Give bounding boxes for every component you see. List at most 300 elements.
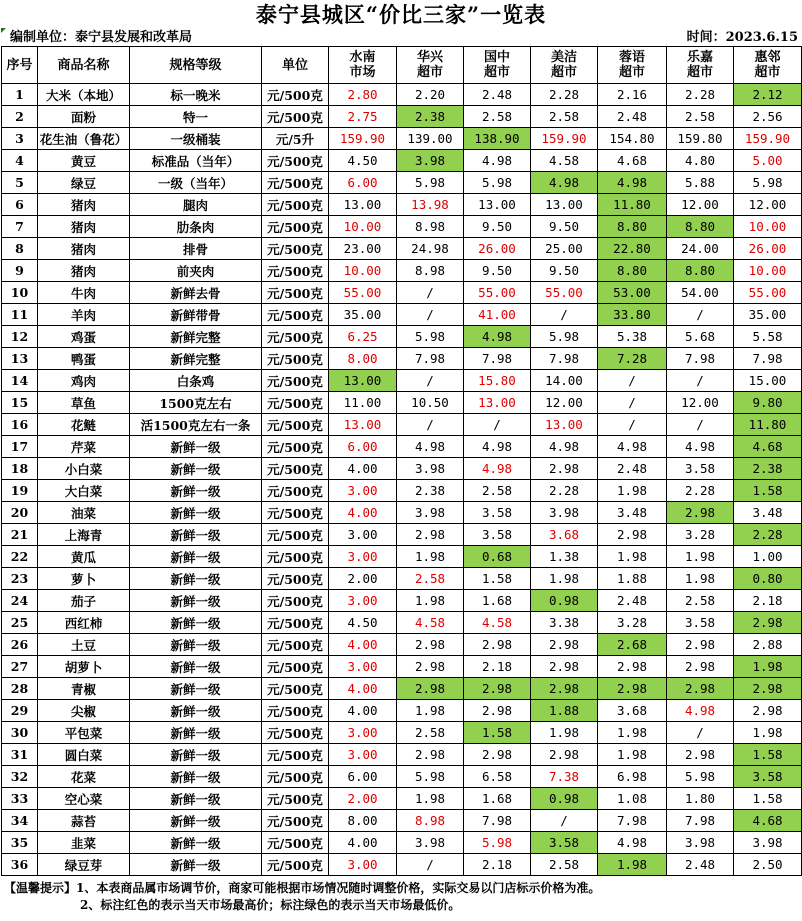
price-cell-highest: 4.00 — [329, 678, 397, 700]
price-cell: 15.00 — [734, 370, 802, 392]
price-cell: 1.98 — [531, 722, 598, 744]
row-index: 18 — [2, 458, 38, 480]
price-cell: / — [397, 304, 464, 326]
price-cell: / — [397, 854, 464, 876]
row-index: 29 — [2, 700, 38, 722]
price-cell-lowest: 2.68 — [598, 634, 667, 656]
price-cell: 4.80 — [667, 150, 734, 172]
table-row — [2, 568, 802, 590]
row-index: 6 — [2, 194, 38, 216]
price-cell-lowest: 2.98 — [531, 678, 598, 700]
price-cell-lowest: 0.98 — [531, 788, 598, 810]
price-cell: 2.18 — [734, 590, 802, 612]
price-cell-lowest: 2.98 — [734, 678, 802, 700]
price-cell: 1.08 — [598, 788, 667, 810]
product-spec: 新鲜完整 — [130, 326, 262, 348]
price-cell: 1.98 — [667, 546, 734, 568]
product-spec: 新鲜一级 — [130, 722, 262, 744]
price-cell: 2.20 — [397, 84, 464, 106]
price-cell-highest: 3.00 — [329, 546, 397, 568]
table-row — [2, 832, 802, 854]
price-table — [1, 46, 802, 876]
product-spec: 活1500克左右一条 — [130, 414, 262, 436]
price-cell-highest: 55.00 — [734, 282, 802, 304]
header-unit: 单位 — [262, 47, 329, 84]
price-cell: 3.58 — [667, 458, 734, 480]
price-cell: 2.00 — [329, 568, 397, 590]
price-cell: 3.00 — [329, 524, 397, 546]
table-row — [2, 172, 802, 194]
header-row — [2, 47, 802, 84]
price-cell-highest: 3.00 — [329, 590, 397, 612]
product-name: 小白菜 — [38, 458, 130, 480]
row-index: 27 — [2, 656, 38, 678]
table-row — [2, 634, 802, 656]
product-spec: 新鲜一级 — [130, 766, 262, 788]
price-cell: / — [667, 722, 734, 744]
price-cell: 1.00 — [734, 546, 802, 568]
product-spec: 新鲜一级 — [130, 568, 262, 590]
row-index: 8 — [2, 238, 38, 260]
price-cell-highest: 10.00 — [734, 260, 802, 282]
table-row — [2, 810, 802, 832]
price-cell: / — [667, 370, 734, 392]
price-cell: 2.98 — [667, 744, 734, 766]
product-unit: 元/500克 — [262, 722, 329, 744]
price-cell: 2.48 — [598, 458, 667, 480]
price-cell: / — [531, 810, 598, 832]
price-cell-lowest: 2.28 — [734, 524, 802, 546]
price-cell-lowest: 138.90 — [464, 128, 531, 150]
product-unit: 元/500克 — [262, 678, 329, 700]
price-cell: 1.88 — [598, 568, 667, 590]
price-cell: 1.98 — [531, 568, 598, 590]
price-cell-lowest: 13.00 — [329, 370, 397, 392]
price-cell-lowest: 3.58 — [734, 766, 802, 788]
product-name: 猪肉 — [38, 216, 130, 238]
price-cell-highest: 10.00 — [329, 216, 397, 238]
price-cell-lowest: 3.98 — [397, 150, 464, 172]
price-cell: 3.28 — [667, 524, 734, 546]
price-cell-lowest: 0.80 — [734, 568, 802, 590]
product-spec: 新鲜一级 — [130, 546, 262, 568]
price-cell-lowest: 0.68 — [464, 546, 531, 568]
product-spec: 肋条肉 — [130, 216, 262, 238]
price-cell-lowest: 2.38 — [734, 458, 802, 480]
price-cell-lowest: 2.98 — [667, 678, 734, 700]
price-cell: 1.68 — [464, 788, 531, 810]
table-row — [2, 788, 802, 810]
row-index: 13 — [2, 348, 38, 370]
price-cell: 5.98 — [397, 326, 464, 348]
product-unit: 元/500克 — [262, 524, 329, 546]
product-name: 圆白菜 — [38, 744, 130, 766]
row-index: 11 — [2, 304, 38, 326]
price-cell: 2.56 — [734, 106, 802, 128]
price-cell: 2.28 — [667, 84, 734, 106]
price-cell: 7.98 — [397, 348, 464, 370]
product-unit: 元/500克 — [262, 370, 329, 392]
price-cell-highest: 55.00 — [464, 282, 531, 304]
table-row — [2, 216, 802, 238]
product-spec: 前夹肉 — [130, 260, 262, 282]
table-row — [2, 546, 802, 568]
price-cell: 14.00 — [531, 370, 598, 392]
price-cell: 3.98 — [734, 832, 802, 854]
product-spec: 白条鸡 — [130, 370, 262, 392]
price-cell: 5.58 — [734, 326, 802, 348]
price-cell: 8.98 — [397, 260, 464, 282]
price-cell: 5.98 — [531, 326, 598, 348]
price-cell-lowest: 2.12 — [734, 84, 802, 106]
product-name: 大米（本地） — [38, 84, 130, 106]
product-spec: 标一晚米 — [130, 84, 262, 106]
header-spec: 规格等级 — [130, 47, 262, 84]
product-name: 草鱼 — [38, 392, 130, 414]
price-cell-lowest: 4.68 — [734, 436, 802, 458]
price-cell: 2.98 — [531, 458, 598, 480]
row-index: 14 — [2, 370, 38, 392]
product-unit: 元/500克 — [262, 436, 329, 458]
price-cell: 2.58 — [667, 106, 734, 128]
product-unit: 元/500克 — [262, 106, 329, 128]
price-cell: 1.38 — [531, 546, 598, 568]
price-cell: 5.98 — [734, 172, 802, 194]
price-cell-highest: 13.00 — [329, 414, 397, 436]
price-cell: 9.50 — [464, 216, 531, 238]
price-cell: 4.00 — [329, 700, 397, 722]
table-row — [2, 414, 802, 436]
price-cell-highest: 3.00 — [329, 744, 397, 766]
price-cell: 2.98 — [667, 634, 734, 656]
price-cell: 2.48 — [598, 590, 667, 612]
product-name: 鸡肉 — [38, 370, 130, 392]
product-unit: 元/500克 — [262, 326, 329, 348]
price-cell: 1.98 — [598, 722, 667, 744]
price-cell: / — [397, 282, 464, 304]
price-cell: / — [464, 414, 531, 436]
price-cell-highest: 8.98 — [397, 810, 464, 832]
product-spec: 腿肉 — [130, 194, 262, 216]
price-cell-highest: 4.00 — [329, 634, 397, 656]
product-name: 绿豆芽 — [38, 854, 130, 876]
price-cell-lowest: 1.98 — [598, 854, 667, 876]
price-cell-lowest: 2.98 — [598, 678, 667, 700]
price-cell-highest: 4.98 — [464, 458, 531, 480]
price-cell-highest: 13.98 — [397, 194, 464, 216]
price-cell: 2.98 — [464, 634, 531, 656]
product-unit: 元/500克 — [262, 832, 329, 854]
price-cell-highest: 41.00 — [464, 304, 531, 326]
table-row — [2, 590, 802, 612]
table-row — [2, 700, 802, 722]
table-row — [2, 722, 802, 744]
row-index: 25 — [2, 612, 38, 634]
row-index: 3 — [2, 128, 38, 150]
price-cell: 3.58 — [667, 612, 734, 634]
price-cell: 2.28 — [531, 84, 598, 106]
product-unit: 元/500克 — [262, 260, 329, 282]
price-cell: 1.68 — [464, 590, 531, 612]
price-cell: 1.98 — [397, 590, 464, 612]
price-cell-highest: 10.00 — [734, 216, 802, 238]
price-cell: 7.98 — [464, 810, 531, 832]
price-cell: 7.98 — [734, 348, 802, 370]
price-cell: 7.98 — [531, 348, 598, 370]
row-index: 17 — [2, 436, 38, 458]
price-cell: 4.50 — [329, 150, 397, 172]
price-cell: 3.98 — [397, 832, 464, 854]
price-cell: 3.28 — [598, 612, 667, 634]
price-cell: 6.00 — [329, 766, 397, 788]
header-market: 国中 超市 — [464, 47, 531, 84]
price-cell: 4.98 — [598, 436, 667, 458]
header-name: 商品名称 — [38, 47, 130, 84]
price-cell: 6.98 — [598, 766, 667, 788]
price-cell: 1.80 — [667, 788, 734, 810]
product-name: 萝卜 — [38, 568, 130, 590]
price-cell: 3.98 — [397, 458, 464, 480]
price-cell: 5.98 — [667, 766, 734, 788]
price-cell: 2.58 — [667, 590, 734, 612]
price-cell: 9.50 — [531, 260, 598, 282]
price-cell-highest: 3.68 — [531, 524, 598, 546]
price-cell: / — [397, 370, 464, 392]
product-name: 花鲢 — [38, 414, 130, 436]
price-cell: 9.50 — [464, 260, 531, 282]
product-unit: 元/500克 — [262, 766, 329, 788]
price-cell-lowest: 11.80 — [598, 194, 667, 216]
price-cell: 7.98 — [464, 348, 531, 370]
table-row — [2, 524, 802, 546]
price-cell: 2.58 — [397, 722, 464, 744]
price-cell: 2.18 — [464, 854, 531, 876]
price-cell: 2.98 — [397, 656, 464, 678]
price-cell: 8.00 — [329, 810, 397, 832]
price-cell: 4.98 — [397, 436, 464, 458]
price-cell-lowest: 1.58 — [734, 480, 802, 502]
product-unit: 元/500克 — [262, 414, 329, 436]
product-spec: 新鲜一级 — [130, 436, 262, 458]
price-cell: 139.00 — [397, 128, 464, 150]
price-cell-highest: 26.00 — [734, 238, 802, 260]
price-cell: 12.00 — [734, 194, 802, 216]
price-cell-lowest: 1.88 — [531, 700, 598, 722]
product-name: 花菜 — [38, 766, 130, 788]
price-cell: 25.00 — [531, 238, 598, 260]
price-cell: 2.58 — [464, 106, 531, 128]
row-index: 15 — [2, 392, 38, 414]
price-cell: 2.48 — [464, 84, 531, 106]
product-unit: 元/500克 — [262, 568, 329, 590]
product-unit: 元/500克 — [262, 854, 329, 876]
price-cell-highest: 8.00 — [329, 348, 397, 370]
product-name: 西红柿 — [38, 612, 130, 634]
table-row — [2, 260, 802, 282]
price-cell: 4.00 — [329, 458, 397, 480]
price-cell: 7.98 — [667, 348, 734, 370]
price-cell: 2.18 — [464, 656, 531, 678]
table-row — [2, 766, 802, 788]
product-name: 鸡蛋 — [38, 326, 130, 348]
price-cell: 1.98 — [598, 480, 667, 502]
row-index: 28 — [2, 678, 38, 700]
product-unit: 元/500克 — [262, 282, 329, 304]
price-cell-lowest: 2.98 — [734, 612, 802, 634]
price-cell: 2.98 — [598, 656, 667, 678]
price-cell: 2.38 — [397, 480, 464, 502]
price-cell: 1.58 — [464, 568, 531, 590]
row-index: 4 — [2, 150, 38, 172]
price-cell-lowest: 3.58 — [531, 832, 598, 854]
price-cell: / — [667, 414, 734, 436]
product-spec: 新鲜一级 — [130, 854, 262, 876]
price-cell-highest: 6.00 — [329, 436, 397, 458]
price-cell: 2.58 — [531, 854, 598, 876]
price-cell: 6.58 — [464, 766, 531, 788]
price-cell: 3.48 — [598, 502, 667, 524]
price-cell: 2.50 — [734, 854, 802, 876]
price-cell: 9.50 — [531, 216, 598, 238]
table-row — [2, 678, 802, 700]
product-name: 花生油（鲁花） — [38, 128, 130, 150]
price-cell: 5.68 — [667, 326, 734, 348]
row-index: 31 — [2, 744, 38, 766]
product-spec: 新鲜一级 — [130, 502, 262, 524]
price-cell: 3.98 — [397, 502, 464, 524]
row-index: 5 — [2, 172, 38, 194]
price-cell: 2.98 — [397, 744, 464, 766]
price-cell: 3.58 — [464, 524, 531, 546]
note-line-1: 【温馨提示】1、本表商品属市场调节价，商家可能根据市场情况随时调整价格，实际交易以门店标示价格为准。 — [4, 881, 601, 895]
table-row — [2, 436, 802, 458]
row-index: 26 — [2, 634, 38, 656]
row-index: 32 — [2, 766, 38, 788]
product-unit: 元/500克 — [262, 304, 329, 326]
price-cell-lowest: 22.80 — [598, 238, 667, 260]
product-unit: 元/500克 — [262, 612, 329, 634]
price-cell-highest: 3.00 — [329, 854, 397, 876]
price-cell-highest: 159.90 — [531, 128, 598, 150]
price-cell: 1.98 — [397, 788, 464, 810]
price-cell: 12.00 — [667, 392, 734, 414]
table-row — [2, 854, 802, 876]
price-cell: 2.98 — [464, 700, 531, 722]
table-row — [2, 304, 802, 326]
price-cell-highest: 4.58 — [397, 612, 464, 634]
product-name: 土豆 — [38, 634, 130, 656]
product-spec: 新鲜去骨 — [130, 282, 262, 304]
row-index: 19 — [2, 480, 38, 502]
product-spec: 新鲜一级 — [130, 700, 262, 722]
table-row — [2, 392, 802, 414]
row-index: 36 — [2, 854, 38, 876]
price-cell: 2.98 — [531, 634, 598, 656]
price-cell-highest: 2.00 — [329, 788, 397, 810]
price-cell-lowest: 8.80 — [598, 260, 667, 282]
header-market: 乐嘉 超市 — [667, 47, 734, 84]
product-unit: 元/500克 — [262, 150, 329, 172]
product-name: 鸭蛋 — [38, 348, 130, 370]
price-cell-highest: 15.80 — [464, 370, 531, 392]
price-cell-highest: 3.00 — [329, 480, 397, 502]
product-unit: 元/500克 — [262, 480, 329, 502]
product-unit: 元/500克 — [262, 502, 329, 524]
product-spec: 新鲜一级 — [130, 678, 262, 700]
row-index: 34 — [2, 810, 38, 832]
notes — [4, 880, 800, 914]
price-cell-highest: 6.25 — [329, 326, 397, 348]
row-index: 12 — [2, 326, 38, 348]
date-label: 时间：2023.6.15 — [686, 30, 798, 45]
table-row — [2, 128, 802, 150]
price-cell-lowest: 9.80 — [734, 392, 802, 414]
product-spec: 新鲜一级 — [130, 832, 262, 854]
product-unit: 元/500克 — [262, 634, 329, 656]
header-index: 序号 — [2, 47, 38, 84]
price-cell: 5.88 — [667, 172, 734, 194]
header-market: 水南 市场 — [329, 47, 397, 84]
table-row — [2, 744, 802, 766]
price-cell: 4.50 — [329, 612, 397, 634]
price-cell: 5.98 — [397, 766, 464, 788]
price-cell: 8.98 — [397, 216, 464, 238]
price-cell-lowest: 2.38 — [397, 106, 464, 128]
price-cell: 2.98 — [531, 744, 598, 766]
price-cell-lowest: 11.80 — [734, 414, 802, 436]
product-unit: 元/500克 — [262, 546, 329, 568]
price-cell-highest: 26.00 — [464, 238, 531, 260]
row-index: 21 — [2, 524, 38, 546]
product-unit: 元/500克 — [262, 656, 329, 678]
product-name: 平包菜 — [38, 722, 130, 744]
price-cell: 2.98 — [734, 700, 802, 722]
price-cell-highest: 2.58 — [397, 568, 464, 590]
price-cell: 4.68 — [598, 150, 667, 172]
product-unit: 元/500克 — [262, 590, 329, 612]
price-cell: 4.58 — [531, 150, 598, 172]
price-cell: 3.98 — [667, 832, 734, 854]
page-title: 泰宁县城区“价比三家”一览表 — [255, 2, 547, 27]
row-index: 9 — [2, 260, 38, 282]
price-cell: 4.98 — [667, 436, 734, 458]
price-cell-highest: 6.00 — [329, 172, 397, 194]
product-name: 牛肉 — [38, 282, 130, 304]
price-cell-lowest: 2.98 — [667, 502, 734, 524]
table-row — [2, 194, 802, 216]
price-cell: 5.98 — [397, 172, 464, 194]
price-cell: 4.98 — [531, 436, 598, 458]
table-row — [2, 348, 802, 370]
price-cell-lowest: 33.80 — [598, 304, 667, 326]
price-cell-lowest: 53.00 — [598, 282, 667, 304]
price-cell: 2.98 — [598, 524, 667, 546]
price-cell-highest: 159.90 — [734, 128, 802, 150]
price-cell: / — [598, 370, 667, 392]
price-cell: 3.98 — [531, 502, 598, 524]
table-row — [2, 370, 802, 392]
price-cell: / — [598, 392, 667, 414]
product-name: 黄瓜 — [38, 546, 130, 568]
header-market: 华兴 超市 — [397, 47, 464, 84]
row-index: 22 — [2, 546, 38, 568]
row-index: 23 — [2, 568, 38, 590]
product-spec: 新鲜一级 — [130, 480, 262, 502]
product-spec: 新鲜一级 — [130, 590, 262, 612]
row-index: 24 — [2, 590, 38, 612]
header-market: 美洁 超市 — [531, 47, 598, 84]
row-index: 33 — [2, 788, 38, 810]
